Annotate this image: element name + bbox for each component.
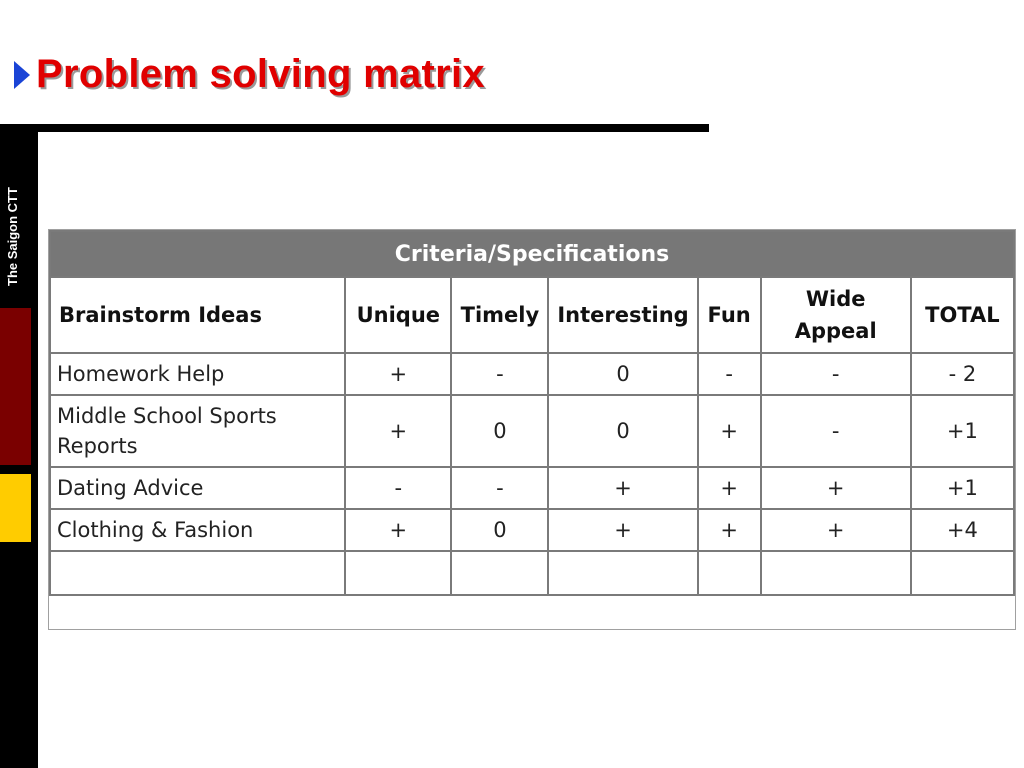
idea-cell	[50, 551, 345, 595]
title-underline-rule	[0, 124, 709, 132]
table-row	[50, 353, 1014, 395]
fun-cell	[698, 551, 761, 595]
interesting-cell: +	[548, 467, 697, 509]
unique-cell	[345, 551, 451, 595]
timely-cell	[451, 551, 548, 595]
table-row	[50, 395, 1014, 467]
wide-appeal-cell	[761, 551, 911, 595]
total-cell: - 2	[911, 353, 1014, 395]
fun-cell: +	[698, 467, 761, 509]
col-header-unique: Unique	[345, 277, 451, 353]
col-header-timely: Timely	[451, 277, 548, 353]
fun-cell: -	[698, 353, 761, 395]
side-maroon-block	[0, 308, 31, 465]
timely-cell: -	[451, 353, 548, 395]
timely-cell: 0	[451, 509, 548, 551]
timely-cell: -	[451, 467, 548, 509]
slide-title: Problem solving matrix	[36, 51, 485, 96]
fun-cell: +	[698, 509, 761, 551]
interesting-cell: 0	[548, 353, 697, 395]
table-row	[50, 509, 1014, 551]
idea-cell: Clothing & Fashion	[50, 509, 345, 551]
interesting-cell: 0	[548, 395, 697, 467]
wide-appeal-cell: -	[761, 353, 911, 395]
unique-cell: +	[345, 353, 451, 395]
total-cell: +1	[911, 467, 1014, 509]
idea-cell: Dating Advice	[50, 467, 345, 509]
unique-cell: +	[345, 395, 451, 467]
unique-cell: -	[345, 467, 451, 509]
interesting-cell	[548, 551, 697, 595]
idea-cell: Homework Help	[50, 353, 345, 395]
col-header-fun: Fun	[698, 277, 761, 353]
matrix-table	[49, 230, 1015, 596]
problem-solving-matrix	[48, 229, 1016, 630]
total-cell: +1	[911, 395, 1014, 467]
wide-appeal-cell: +	[761, 509, 911, 551]
table-row-empty	[50, 551, 1014, 595]
col-header-brainstorm-ideas: Brainstorm Ideas	[50, 277, 345, 353]
col-header-interesting: Interesting	[548, 277, 697, 353]
col-header-total: TOTAL	[911, 277, 1014, 353]
column-header-row	[50, 277, 1014, 353]
col-header-wide-appeal: Wide Appeal	[761, 277, 911, 353]
side-yellow-block	[0, 474, 31, 542]
unique-cell: +	[345, 509, 451, 551]
idea-cell: Middle School Sports Reports	[50, 395, 345, 467]
criteria-header: Criteria/Specifications	[50, 231, 1014, 277]
total-cell	[911, 551, 1014, 595]
triangle-bullet-icon	[14, 61, 30, 89]
wide-appeal-cell: +	[761, 467, 911, 509]
group-header-row	[50, 231, 1014, 277]
side-vertical-label: The Saigon CTT	[5, 187, 20, 286]
interesting-cell: +	[548, 509, 697, 551]
total-cell: +4	[911, 509, 1014, 551]
table-row	[50, 467, 1014, 509]
fun-cell: +	[698, 395, 761, 467]
slide-title-area	[14, 50, 485, 98]
wide-appeal-cell: -	[761, 395, 911, 467]
timely-cell: 0	[451, 395, 548, 467]
